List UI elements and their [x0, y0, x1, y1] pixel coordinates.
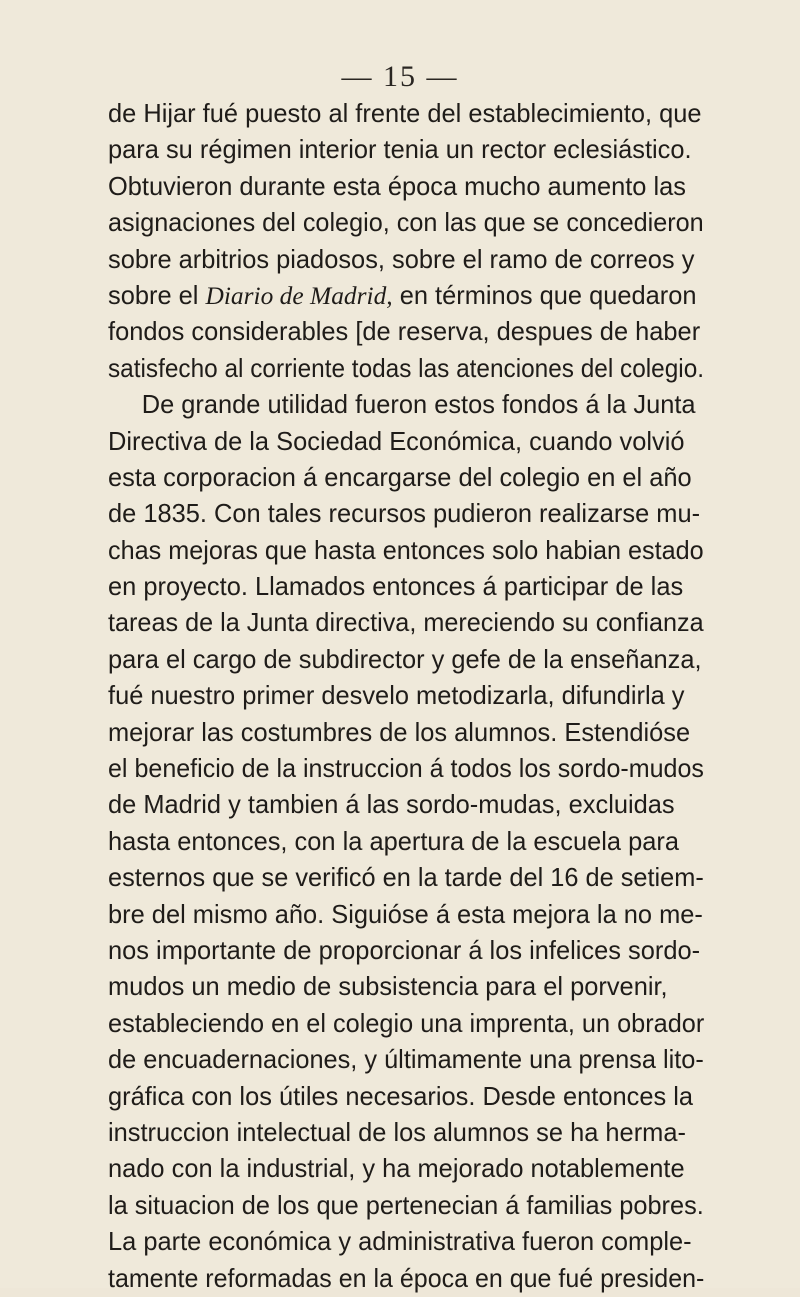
text-line: chas mejoras que hasta entonces solo habian estado — [108, 536, 704, 565]
text-line: mudos un medio de subsistencia para el porvenir, — [108, 973, 668, 1002]
text-line: mejorar las costumbres de los alumnos. Estendióse — [108, 718, 691, 747]
text-line: Directiva de la Sociedad Económica, cuando volvió — [108, 427, 685, 456]
text-line: el beneficio de la instruccion á todos los sordo-mudos — [108, 755, 704, 784]
text-line: esta corporacion á encargarse del colegio en el año — [108, 463, 692, 492]
text-line: asignaciones del colegio, con las que se concedieron — [108, 209, 704, 238]
italic-title: Diario de Madrid, — [205, 280, 393, 310]
page-number: — 15 — — [341, 60, 459, 93]
text-line: para su régimen interior tenia un rector eclesiástico. — [108, 136, 692, 165]
text-line: gráfica con los útiles necesarios. Desde entonces la — [108, 1082, 694, 1111]
text-line: de 1835. Con tales recursos pudieron realizarse mu- — [108, 500, 701, 529]
text-line: nos importante de proporcionar á los infelices sordo- — [108, 936, 701, 965]
text-segment: sobre el — [108, 281, 206, 310]
text-line: hasta entonces, con la apertura de la escuela para — [108, 827, 679, 856]
text-line: nado con la industrial, y ha mejorado notablemente — [108, 1155, 685, 1184]
text-line: la situacion de los que pertenecian á familias pobres. — [108, 1191, 704, 1220]
text-line: De grande utilidad fueron estos fondos á la Junta — [141, 391, 696, 420]
text-line: de Madrid y tambien á las sordo-mudas, excluidas — [108, 791, 675, 820]
text-line — [108, 278, 704, 314]
text-line: estableciendo en el colegio una imprenta, un obrador — [108, 1009, 705, 1038]
text-line: fondos considerables [de reserva, despues de haber — [108, 318, 701, 347]
text-line: tamente reformadas en la época en que fué presiden- — [108, 1264, 705, 1293]
text-line: instruccion intelectual de los alumnos se ha herma- — [108, 1118, 686, 1147]
text-line: satisfecho al corriente todas las atenciones del colegio. — [108, 354, 705, 383]
text-line: para el cargo de subdirector y gefe de la enseñanza, — [108, 645, 702, 674]
text-line: tareas de la Junta directiva, mereciendo su confianza — [108, 609, 704, 638]
text-line: en proyecto. Llamados entonces á participar de las — [108, 573, 684, 602]
text-line: sobre arbitrios piadosos, sobre el ramo de correos y — [108, 245, 695, 274]
body-text — [108, 96, 708, 1297]
text-line: bre del mismo año. Siguióse á esta mejora la no me- — [108, 900, 703, 929]
text-line: de encuadernaciones, y últimamente una prensa lito- — [108, 1046, 704, 1075]
text-line: de Hijar fué puesto al frente del establecimiento, que — [108, 100, 702, 128]
text-line: fué nuestro primer desvelo metodizarla, difundirla y — [108, 682, 685, 711]
text-line: esternos que se verificó en la tarde del 16 de setiem- — [108, 864, 704, 893]
text-line: Obtuvieron durante esta época mucho aumento las — [108, 172, 687, 201]
text-segment: en términos que quedaron — [392, 281, 697, 310]
text-line: La parte económica y administrativa fueron comple- — [108, 1228, 692, 1257]
